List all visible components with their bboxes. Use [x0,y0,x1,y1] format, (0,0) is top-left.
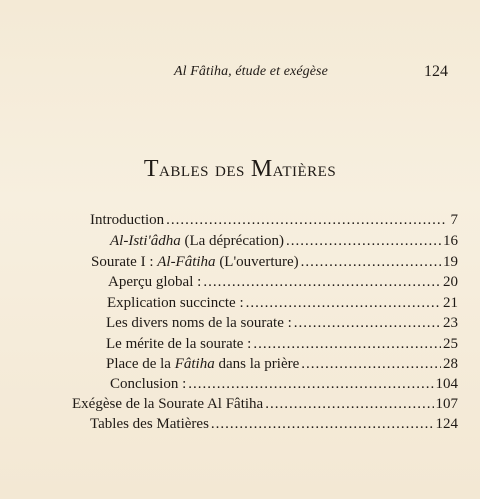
toc-entry-merite [106,334,458,354]
running-header [0,64,480,86]
toc-entry-label: Place de la Fâtiha dans la prière [106,356,300,372]
page-number: 124 [424,63,448,80]
toc-leader-dots [286,231,441,251]
toc-leader-dots [265,394,433,414]
toc-entry-label: Sourate I : Al-Fâtiha (L'ouverture) [91,254,299,270]
toc-entry-label: Al-Isti'âdha (La déprécation) [110,233,284,249]
toc-leader-dots [166,210,446,230]
toc-entry-page: 7 [450,212,458,228]
toc-entry-explication [107,293,458,313]
toc-entry-label: Aperçu global : [108,274,202,290]
toc-entry-label: Le mérite de la sourate : [106,336,252,352]
toc-entry-page: 20 [443,274,458,290]
heading-initial-t: T [143,156,159,182]
toc-leader-dots [203,272,441,292]
toc-entry-al-istiadha [110,231,458,251]
toc-entry-divers-noms [106,313,458,333]
toc-leader-dots [294,313,441,333]
toc-entry-page: 19 [443,254,458,270]
toc-entry-label: Introduction [90,212,165,228]
running-title: Al Fâtiha, étude et exégèse [174,64,328,79]
toc-entry-apercu-global [108,272,458,292]
toc-leader-dots [188,374,433,394]
toc-leader-dots [211,414,434,434]
toc-leader-dots [301,354,441,374]
toc-leader-dots [301,252,441,272]
toc-entry-page: 124 [435,416,458,432]
toc-entry-label: Les divers noms de la sourate : [106,315,292,331]
heading-initial-m: M [250,156,273,182]
toc-entry-label: Conclusion : [110,376,187,392]
toc-entry-page: 23 [443,315,458,331]
toc-entry-page: 28 [443,356,458,372]
toc-entry-exegese [72,394,458,414]
toc-entry-place-fatiha [106,354,458,374]
toc-entry-sourate-1 [91,252,458,272]
toc-entry-page: 16 [443,233,458,249]
toc-entry-page: 25 [443,336,458,352]
toc-entry-page: 21 [443,295,458,311]
toc-heading [0,156,480,183]
toc-entry-page: 104 [435,376,458,392]
toc-entry-introduction [90,210,458,230]
toc-entry-label: Tables des Matières [90,416,209,432]
heading-word-ables-des: ables des [158,156,245,181]
toc-entry-conclusion [110,374,458,394]
toc-leader-dots [246,293,441,313]
toc-entry-label: Explication succincte : [107,295,244,311]
toc-entry-tables-matieres [90,414,458,434]
toc-entry-page: 107 [435,396,458,412]
toc-entry-label: Exégèse de la Sourate Al Fâtiha [72,396,264,412]
toc-leader-dots [253,334,441,354]
heading-word-atieres: atières [272,156,337,181]
